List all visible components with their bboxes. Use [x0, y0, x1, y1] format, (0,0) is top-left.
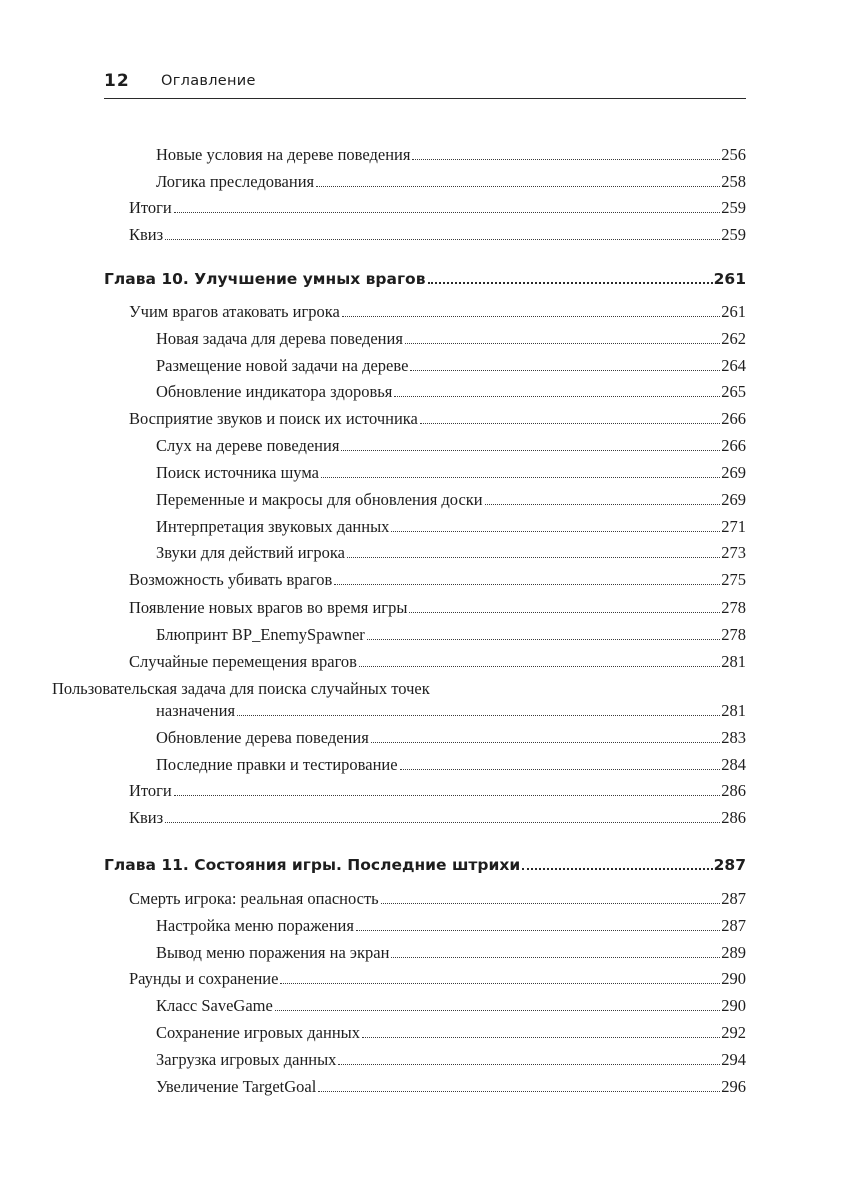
- dot-leader: [338, 1063, 720, 1065]
- toc-entry-title: Квиз: [129, 808, 164, 827]
- toc-entry-title: Переменные и макросы для обновления доски: [156, 490, 483, 509]
- toc-entry: [104, 623, 746, 645]
- dot-leader: [381, 902, 721, 904]
- running-title: Оглавление: [161, 73, 256, 89]
- toc-entry-title: Последние правки и тестирование: [156, 755, 398, 774]
- toc-entry-title: Класс SaveGame: [156, 996, 273, 1015]
- toc-entry-title: Вывод меню поражения на экран: [156, 943, 390, 962]
- toc-entry-title: Настройка меню поражения: [156, 916, 354, 935]
- toc-entry: [104, 1075, 746, 1097]
- toc-entry-title: Новые условия на дереве поведения: [156, 145, 411, 164]
- dot-leader: [275, 1009, 720, 1011]
- toc-entry: [104, 726, 746, 748]
- toc-entry-page: 259: [721, 198, 746, 217]
- toc-entry: [104, 541, 746, 563]
- toc-entry: [104, 300, 746, 322]
- dot-leader: [405, 342, 720, 344]
- toc-entry-page: 278: [721, 598, 746, 617]
- page-number: 12: [104, 71, 130, 91]
- toc-entry-page: 281: [721, 652, 746, 671]
- dot-leader: [362, 1036, 720, 1038]
- toc-entry-page: 269: [721, 490, 746, 509]
- dot-leader: [165, 821, 720, 823]
- toc-entry-title: Учим врагов атаковать игрока: [129, 302, 340, 321]
- dot-leader: [367, 638, 720, 640]
- dot-leader: [371, 741, 720, 743]
- toc-entry-title: Поиск источника шума: [156, 463, 319, 482]
- toc-entry-title: Пользовательская задача для поиска случайных точек: [52, 679, 430, 698]
- toc-entry-title: Слух на дереве поведения: [156, 436, 340, 455]
- toc-entry-title: Глава 11. Состояния игры. Последние штрихи: [104, 856, 521, 874]
- toc-entry-title: Обновление индикатора здоровья: [156, 382, 393, 401]
- dot-leader: [420, 422, 720, 424]
- dot-leader: [485, 503, 721, 505]
- toc-entry-page: 284: [721, 755, 746, 774]
- toc-entry: [104, 380, 746, 402]
- dot-leader: [280, 982, 720, 984]
- toc-entry-page: 262: [721, 329, 746, 348]
- toc-entry-page: 278: [721, 625, 746, 644]
- toc-entry-page: 290: [721, 969, 746, 988]
- toc-entry: [104, 196, 746, 218]
- dot-leader: [412, 158, 720, 160]
- toc-entry-page: 261: [713, 270, 746, 288]
- toc-entry: [104, 568, 746, 590]
- toc-entry: [104, 650, 746, 672]
- toc-entry-title: Возможность убивать врагов: [129, 570, 333, 589]
- dot-leader: [400, 768, 721, 770]
- dot-leader: [428, 281, 713, 284]
- toc-entry-title: Восприятие звуков и поиск их источника: [129, 409, 418, 428]
- toc-entry-page: 287: [721, 889, 746, 908]
- toc-entry-title: Размещение новой задачи на дереве: [156, 356, 409, 375]
- toc-entry: [104, 407, 746, 429]
- toc-entry-page: 256: [721, 145, 746, 164]
- toc-entry-title: Случайные перемещения врагов: [129, 652, 357, 671]
- toc-entry-page: 286: [721, 808, 746, 827]
- dot-leader: [347, 556, 720, 558]
- toc-entry-title: Обновление дерева поведения: [156, 728, 369, 747]
- toc-entry-title: Итоги: [129, 781, 172, 800]
- dot-leader: [391, 956, 720, 958]
- toc-entry: [104, 779, 746, 801]
- toc-entry-page: 290: [721, 996, 746, 1015]
- toc-entry-page: 281: [721, 701, 746, 720]
- dot-leader: [318, 1090, 720, 1092]
- toc-entry-page: 273: [721, 543, 746, 562]
- toc-entry: [104, 699, 746, 721]
- toc-entry: [104, 354, 746, 376]
- toc-entry-page: 283: [721, 728, 746, 747]
- toc-entry-page: 271: [721, 517, 746, 536]
- toc-entry-page: 294: [721, 1050, 746, 1069]
- toc-chapter-heading: [104, 853, 746, 875]
- toc-entry: [104, 143, 746, 165]
- toc-chapter-heading: [104, 267, 746, 289]
- toc-entry: [104, 914, 746, 936]
- toc-entry-page: 292: [721, 1023, 746, 1042]
- toc-entry: [104, 941, 746, 963]
- toc-entry-title: Загрузка игровых данных: [156, 1050, 337, 1069]
- dot-leader: [409, 611, 720, 613]
- toc-entry-title: Раунды и сохранение: [129, 969, 279, 988]
- running-header: [104, 70, 746, 99]
- toc-entry-title: Сохранение игровых данных: [156, 1023, 360, 1042]
- toc-entry-title: Смерть игрока: реальная опасность: [129, 889, 379, 908]
- toc-entry: [104, 1048, 746, 1070]
- toc-entry: [104, 461, 746, 483]
- dot-leader: [394, 395, 720, 397]
- toc-entry: [104, 887, 746, 909]
- toc-entry-page: 275: [721, 570, 746, 589]
- toc-entry-title: Звуки для действий игрока: [156, 543, 345, 562]
- dot-leader: [321, 476, 720, 478]
- dot-leader: [237, 714, 720, 716]
- toc-entry-page: 265: [721, 382, 746, 401]
- dot-leader: [174, 211, 720, 213]
- toc-entry: [104, 967, 746, 989]
- dot-leader: [342, 315, 720, 317]
- toc-entry-page: 286: [721, 781, 746, 800]
- toc-entry-title: Глава 10. Улучшение умных врагов: [104, 270, 426, 288]
- toc-entry-title: Логика преследования: [156, 172, 315, 191]
- toc-entry-page: 266: [721, 409, 746, 428]
- toc-entry-page: 289: [721, 943, 746, 962]
- toc-entry-title: Итоги: [129, 198, 172, 217]
- toc-entry: [104, 434, 746, 456]
- dot-leader: [359, 665, 720, 667]
- toc-entry: [104, 170, 746, 192]
- dot-leader: [341, 449, 720, 451]
- toc-entry-title: Появление новых врагов во время игры: [129, 598, 408, 617]
- dot-leader: [174, 794, 720, 796]
- toc-entry-title: Увеличение TargetGoal: [156, 1077, 317, 1096]
- toc-entry: [104, 806, 746, 828]
- dot-leader: [316, 185, 720, 187]
- dot-leader: [522, 867, 712, 870]
- toc-entry-title-continued: назначения: [156, 701, 236, 720]
- toc-entry-title: Новая задача для дерева поведения: [156, 329, 403, 348]
- toc-entry: [104, 515, 746, 537]
- toc-entry-page: 264: [721, 356, 746, 375]
- toc-entry: [104, 327, 746, 349]
- toc-entry-title: Квиз: [129, 225, 164, 244]
- toc-entry: [104, 488, 746, 510]
- toc-entry-page: 266: [721, 436, 746, 455]
- toc-entry: [104, 596, 746, 618]
- dot-leader: [356, 929, 720, 931]
- toc-entry-page: 259: [721, 225, 746, 244]
- toc-entry-page: 296: [721, 1077, 746, 1096]
- toc-entry-page: 261: [721, 302, 746, 321]
- dot-leader: [391, 530, 720, 532]
- toc-entry: [104, 223, 746, 245]
- dot-leader: [410, 369, 720, 371]
- toc-entry-page: 287: [713, 856, 746, 874]
- toc-entry: [104, 994, 746, 1016]
- toc-entry: [104, 1021, 746, 1043]
- dot-leader: [165, 238, 720, 240]
- toc-entry-page: 269: [721, 463, 746, 482]
- toc-entry: [104, 753, 746, 775]
- toc-entry-title: Блюпринт BP_EnemySpawner: [156, 625, 365, 644]
- toc-entry-page: 258: [721, 172, 746, 191]
- toc-entry-page: 287: [721, 916, 746, 935]
- toc-entry-title: Интерпретация звуковых данных: [156, 517, 390, 536]
- dot-leader: [334, 583, 720, 585]
